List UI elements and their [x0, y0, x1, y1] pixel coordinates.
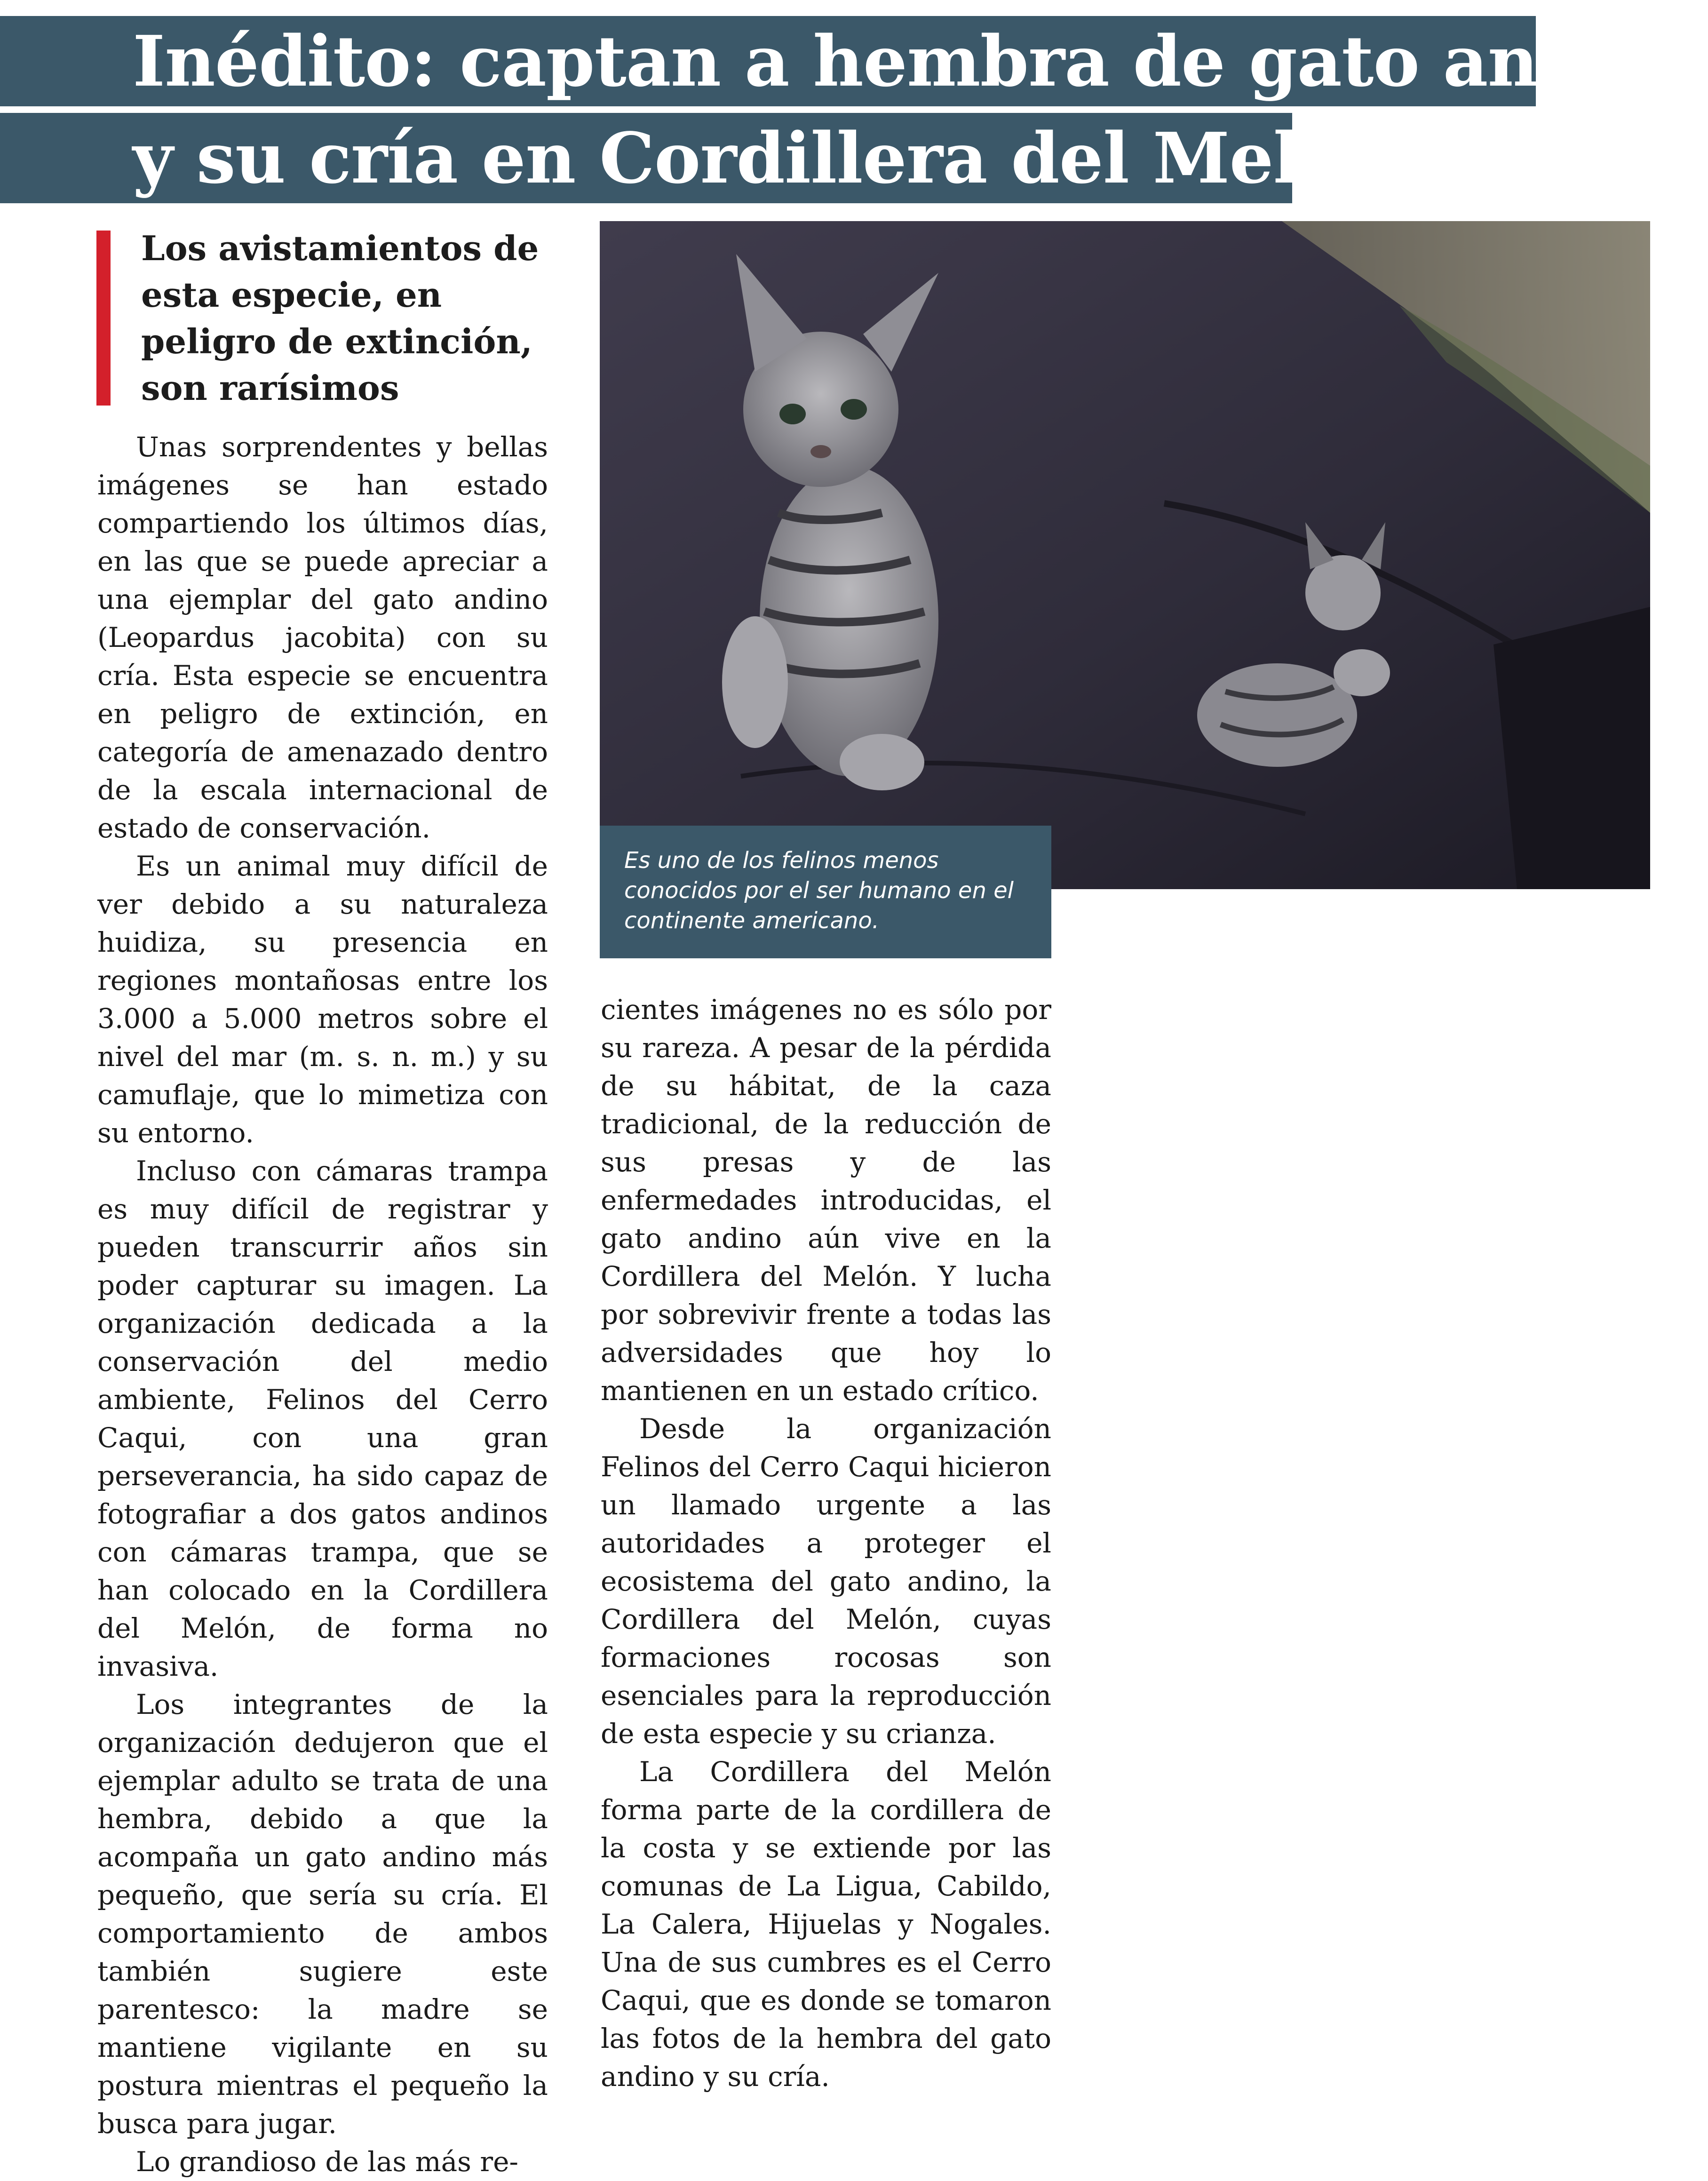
paragraph: Lo grandioso de las más re-: [136, 2146, 519, 2178]
paragraph: Es un animal muy difícil de ver debido a su naturaleza huidiza, su presencia en regiones montañosas entre los 3.000 a 5.000 metros sobre el nivel del mar (m. s. n. m.) y su camuflaje, que lo mimetiza con su entorno.: [97, 850, 548, 1149]
body-column-1: [97, 428, 548, 2178]
body-column-2: [601, 991, 1051, 2120]
headline-line-2: y su cría en Cordillera del Melón: [0, 113, 1292, 203]
paragraph-continuation: cientes imágenes no es sólo por su rareza. A pesar de la pérdida de su hábitat, de la caza tradicional, de la reducción de sus presas y de las enfermedades introducidas, el gato andino aún vive en la Cordillera del Melón. Y lucha por sobrevivir frente a todas las adversidades que hoy lo mantienen en un estado crítico.: [601, 994, 1051, 1407]
deck-accent-rule: [96, 231, 111, 406]
headline-line-1: Inédito: captan a hembra de gato andino: [0, 16, 1536, 106]
paragraph: Unas sorprendentes y bellas imágenes se han estado compartiendo los últimos días, en las que se puede apreciar a una ejemplar del gato andino (Leopardus jacobita) con su cría. Esta especie se encuentra en peligro de extinción, en categoría de amenazado dentro de la escala internacional de estado de conservación.: [97, 431, 548, 844]
paragraph: La Cordillera del Melón forma parte de la cordillera de la costa y se extiende por las comunas de La Ligua, Cabildo, La Calera, Hijuelas y Nogales. Una de sus cumbres es el Cerro Caqui, que es donde se tomaron las fotos de la hembra del gato andino y su cría.: [601, 1756, 1051, 2093]
paragraph: Desde la organización Felinos del Cerro Caqui hicieron un llamado urgente a las autoridades a proteger el ecosistema del gato andino, la Cordillera del Melón, cuyas formaciones rocosas son esenciales para la reproducción de esta especie y su crianza.: [601, 1413, 1051, 1750]
deck-subheadline: Los avistamientos de esta especie, en peligro de extinción, son rarísimos: [141, 228, 539, 408]
andean-cats-illustration: [600, 221, 1650, 889]
paragraph: Los integrantes de la organización dedujeron que el ejemplar adulto se trata de una hembra, debido a que la acompaña un gato andino más pequeño, que sería su cría. El comportamiento de ambos también sugiere este parentesco: la madre se mantiene vigilante en su postura mientras el pequeño la busca para jugar.: [97, 1688, 548, 2140]
photo-caption: Es uno de los felinos menos conocidos por el ser humano en el continente americano.: [600, 826, 1051, 958]
andean-cat-photo: [600, 221, 1650, 889]
paragraph: Incluso con cámaras trampa es muy difícil de registrar y pueden transcurrir años sin poder capturar su imagen. La organización dedicada a la conservación del medio ambiente, Felinos del Cerro Caqui, con una gran perseverancia, ha sido capaz de fotografiar a dos gatos andinos con cámaras trampa, que se han colocado en la Cordillera del Melón, de forma no invasiva.: [97, 1155, 548, 1682]
